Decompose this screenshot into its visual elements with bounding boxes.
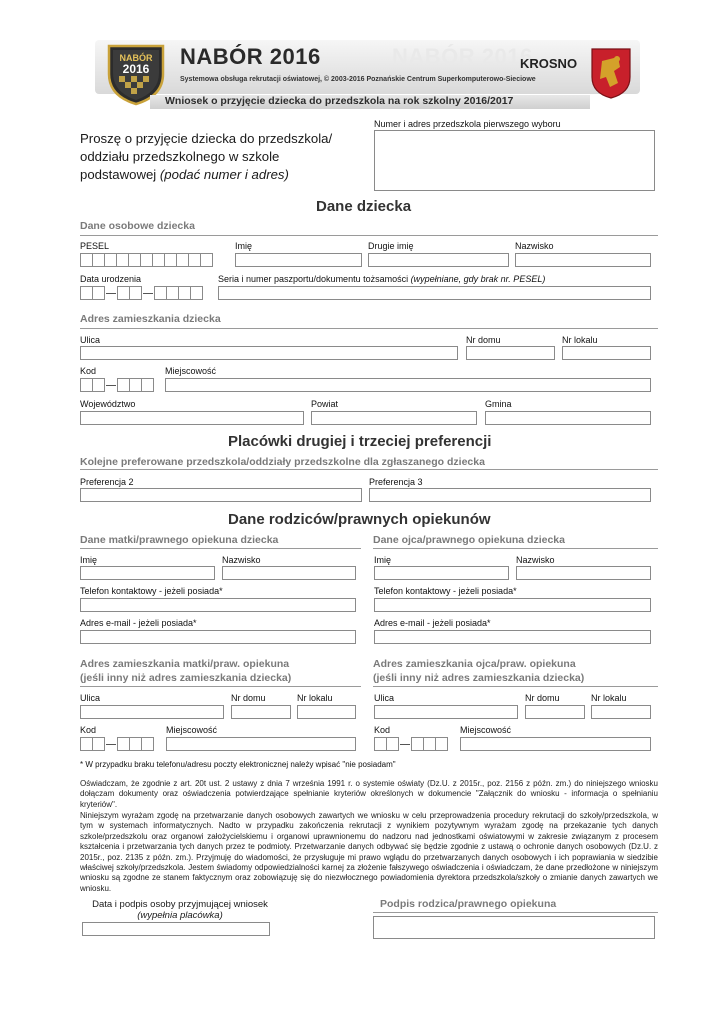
id-doc-field[interactable] [218, 286, 651, 300]
child-house-no-label: Nr domu [466, 335, 501, 345]
preferences-heading: Placówki drugiej i trzeciej preferencji [228, 433, 492, 450]
id-doc-label: Seria i numer paszportu/dokumentu tożsamości [218, 274, 411, 284]
divider [80, 686, 361, 687]
father-town-label: Miejscowość [460, 725, 512, 735]
preferences-section: Kolejne preferowane przedszkola/oddziały przedszkolne dla zgłaszanego dziecka [80, 456, 485, 468]
child-second-name-label: Drugie imię [368, 241, 414, 251]
divider [373, 912, 658, 913]
mother-email-field[interactable] [80, 630, 356, 644]
declaration-attachments: Oświadczam, że zgodnie z art. 20t ust. 2 ustawy z dnia 7 września 1991 r. o systemie oświaty (Dz.U. z 2015r., poz. 2156 z późn. zm.) do niniejszego wniosku dołączam dokumenty oraz oświadczenia potwierdzające spełnianie kryteriów określonych w dokumencie "Załącznik do wniosku - informacja o spełnianiu kryteriów". [80, 779, 658, 809]
header-title: NABÓR 2016 [180, 44, 321, 69]
mother-flat-no-field[interactable] [297, 705, 356, 719]
declaration-consent: Niniejszym wyrażam zgodę na przetwarzanie danych osobowych zawartych we wniosku w celu przeprowadzenia procedury rekrutacji do szkoły/przedszkola, w tym w systemach informatycznych. Nadto w przypadku zakończenia rekrutacji z wynikiem pozytywnym wyrażam zgodę na przekazanie tych danych szkole/przedszkolu oraz organowi założycielskiemu i organowi uprawnionemu do nadzoru nad jednostkami oświatowymi w zakresie związanym z procesem kształcenia i przetwarzania tych danych przez te podmioty. Przetwarzanie danych odbywać się będzie zgodnie z ustawą o ochronie danych osobowych (Dz.U. z 2015r., poz. 2135 z późn. zm.). Przyjmuję do wiadomości, że przysługuje mi prawo wglądu do przetwarzanych danych osobowych i ich poprawiania w siedzibie właściwej szkoły/przedszkola. Jestem świadomy odpowiedzialności karnej za złożenie fałszywego oświadczenia i oświadczam, że dane przedłożone w niniejszym wniosku są zgodne ze stanem faktycznym oraz zobowiązuję się do niezwłocznego powiadomienia dyrektora przedszkola/szkoły o zmianie danych zawartych we wniosku. [80, 811, 658, 893]
father-email-label: Adres e-mail - jeżeli posiada* [374, 618, 491, 628]
mother-address-note: (jeśli inny niż adres zamieszkania dziecka) [80, 672, 292, 684]
father-surname-label: Nazwisko [516, 555, 555, 565]
father-house-no-label: Nr domu [525, 693, 560, 703]
mother-postcode-field[interactable] [80, 737, 153, 751]
mother-house-no-label: Nr domu [231, 693, 266, 703]
footnote: * W przypadku braku telefonu/adresu poczty elektronicznej należy wpisać "nie posiadam" [80, 760, 396, 769]
mother-email-label: Adres e-mail - jeżeli posiada* [80, 618, 197, 628]
district-field[interactable] [311, 411, 477, 425]
father-first-name-field[interactable] [374, 566, 509, 580]
intro-line-1: Proszę o przyjęcie dziecka do przedszkola/ [80, 131, 333, 146]
id-doc-note: (wypełniane, gdy brak nr. PESEL) [410, 274, 546, 284]
child-heading: Dane dziecka [316, 198, 412, 215]
child-street-field[interactable] [80, 346, 458, 360]
header-subtitle: Systemowa obsługa rekrutacji oświatowej, © 2003-2016 Poznańskie Centrum Superkomputerowo-Sieciowe [180, 76, 536, 83]
father-address-note: (jeśli inny niż adres zamieszkania dziecka) [373, 672, 585, 684]
father-street-label: Ulica [374, 693, 395, 703]
birth-date-label: Data urodzenia [80, 274, 142, 284]
child-first-name-label: Imię [235, 241, 253, 251]
mother-section: Dane matki/prawnego opiekuna dziecka [80, 534, 279, 546]
header-ghost-title: NABÓR 2016 [392, 44, 533, 69]
badge-text-2: 2016 [122, 62, 150, 76]
child-postcode-field[interactable] [80, 378, 153, 392]
father-first-name-label: Imię [374, 555, 392, 565]
mother-address-section [80, 657, 291, 685]
receiver-signature-note: (wypełnia placówka) [137, 910, 223, 921]
father-house-no-field[interactable] [525, 705, 585, 719]
child-flat-no-field[interactable] [562, 346, 651, 360]
intro-line-3-note: (podać numer i adres) [159, 167, 289, 182]
form-title: Wniosek o przyjęcie dziecka do przedszkola na rok szkolny 2016/2017 [165, 95, 514, 107]
commune-field[interactable] [485, 411, 651, 425]
receiver-signature-label [80, 899, 280, 921]
mother-first-name-field[interactable] [80, 566, 215, 580]
voivodeship-label: Województwo [80, 399, 136, 409]
mother-flat-no-label: Nr lokalu [297, 693, 333, 703]
voivodeship-field[interactable] [80, 411, 304, 425]
father-surname-field[interactable] [516, 566, 651, 580]
receiver-signature-title: Data i podpis osoby przyjmującej wniosek [92, 899, 268, 910]
divider [373, 686, 658, 687]
father-town-field[interactable] [460, 737, 651, 751]
child-postcode-label: Kod [80, 366, 97, 376]
divider [80, 469, 658, 470]
pref3-field[interactable] [369, 488, 651, 502]
mother-surname-field[interactable] [222, 566, 356, 580]
intro-line-2: oddziału przedszkolnego w szkole [80, 149, 280, 164]
father-postcode-label: Kod [374, 725, 391, 735]
child-first-name-field[interactable] [235, 253, 362, 267]
page-header [0, 0, 725, 120]
divider [373, 548, 658, 549]
pesel-field[interactable] [80, 253, 212, 267]
child-surname-label: Nazwisko [515, 241, 554, 251]
district-label: Powiat [311, 399, 339, 409]
child-town-label: Miejscowość [165, 366, 217, 376]
divider [80, 328, 658, 329]
first-choice-label: Numer i adres przedszkola pierwszego wyboru [374, 119, 561, 129]
father-address-section [373, 657, 584, 685]
mother-town-label: Miejscowość [166, 725, 218, 735]
mother-first-name-label: Imię [80, 555, 98, 565]
mother-street-label: Ulica [80, 693, 101, 703]
father-postcode-field[interactable] [374, 737, 447, 751]
child-town-field[interactable] [165, 378, 651, 392]
child-street-label: Ulica [80, 335, 101, 345]
first-choice-field[interactable] [374, 130, 655, 191]
mother-address-title: Adres zamieszkania matki/praw. opiekuna [80, 658, 290, 670]
father-flat-no-label: Nr lokalu [591, 693, 627, 703]
badge-text-1: NABÓR [119, 53, 153, 63]
mother-street-field[interactable] [80, 705, 224, 719]
mother-house-no-field[interactable] [231, 705, 291, 719]
father-street-field[interactable] [374, 705, 518, 719]
krosno-coat-of-arms-icon [590, 47, 632, 99]
divider [80, 235, 658, 236]
intro-line-3: podstawowej [80, 167, 160, 182]
child-address-section: Adres zamieszkania dziecka [80, 313, 221, 325]
child-surname-field[interactable] [515, 253, 651, 267]
father-email-field[interactable] [374, 630, 651, 644]
father-phone-label: Telefon kontaktowy - jeżeli posiada* [374, 586, 517, 596]
mother-town-field[interactable] [166, 737, 356, 751]
birth-date-field[interactable] [80, 286, 202, 300]
pref2-label: Preferencja 2 [80, 477, 134, 487]
receiver-signature-field[interactable] [82, 922, 270, 936]
pref3-label: Preferencja 3 [369, 477, 423, 487]
parents-heading: Dane rodziców/prawnych opiekunów [228, 511, 491, 528]
father-address-title: Adres zamieszkania ojca/praw. opiekuna [373, 658, 576, 670]
parent-signature-label: Podpis rodzica/prawnego opiekuna [380, 898, 557, 910]
mother-phone-label: Telefon kontaktowy - jeżeli posiada* [80, 586, 223, 596]
mother-phone-field[interactable] [80, 598, 356, 612]
child-flat-no-label: Nr lokalu [562, 335, 598, 345]
commune-label: Gmina [485, 399, 512, 409]
child-house-no-field[interactable] [466, 346, 555, 360]
intro-text [80, 130, 365, 184]
divider [80, 548, 361, 549]
father-phone-field[interactable] [374, 598, 651, 612]
mother-surname-label: Nazwisko [222, 555, 261, 565]
mother-postcode-label: Kod [80, 725, 97, 735]
pesel-label: PESEL [80, 241, 110, 251]
father-flat-no-field[interactable] [591, 705, 651, 719]
child-second-name-field[interactable] [368, 253, 509, 267]
header-city: KROSNO [520, 56, 578, 71]
pref2-field[interactable] [80, 488, 362, 502]
child-personal-section: Dane osobowe dziecka [80, 220, 195, 232]
father-section: Dane ojca/prawnego opiekuna dziecka [373, 534, 565, 546]
parent-signature-field[interactable] [373, 916, 655, 939]
